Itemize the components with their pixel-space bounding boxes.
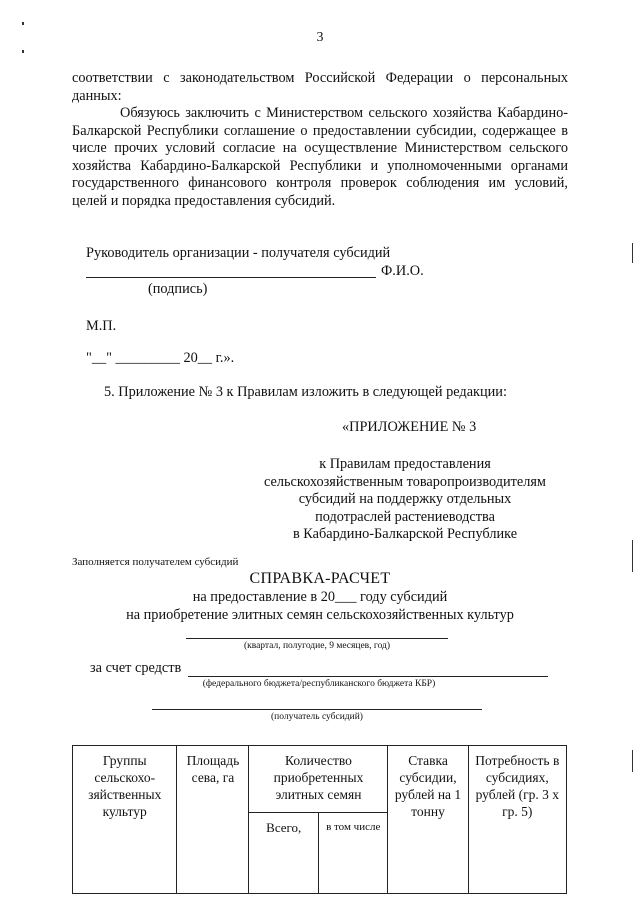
form-subtitle-1: на предоставление в 20___ году субсидий	[192, 589, 448, 605]
header-seed-quantity	[249, 746, 388, 894]
scan-edge-mark	[632, 243, 633, 263]
scan-mark	[22, 22, 24, 25]
header-subsidy-rate: Ставка субсидии, рублей на 1 тонну	[388, 746, 468, 894]
appendix-ref-line: сельскохозяйственным товаропроизводителям	[264, 473, 546, 490]
amendment-text: 5. Приложение № 3 к Правилам изложить в следующей редакции:	[104, 384, 507, 400]
appendix-title: «ПРИЛОЖЕНИЕ № 3	[342, 419, 477, 435]
subsidy-table	[72, 745, 567, 894]
header-sowing-area: Площадь сева, га	[177, 746, 249, 894]
scan-mark	[22, 50, 24, 53]
appendix-ref-line: подотраслей растениеводства	[315, 508, 495, 525]
scan-edge-mark	[632, 750, 633, 772]
scan-edge-mark	[632, 540, 633, 572]
header-seed-quantity-label: Количество приобретенных элитных семян	[273, 753, 364, 802]
appendix-reference	[230, 456, 580, 544]
funds-label: за счет средств	[90, 660, 182, 676]
recipient-caption: (получатель субсидий)	[271, 712, 363, 722]
recipient-line	[152, 709, 482, 710]
signature-caption: (подпись)	[148, 281, 208, 297]
consent-line-1: соответствии с законодательством Российской Федерации о персональных	[72, 70, 568, 86]
fio-label: Ф.И.О.	[381, 263, 424, 279]
head-of-organization-label: Руководитель организации - получателя субсидий	[86, 245, 391, 261]
signature-line	[86, 277, 376, 278]
appendix-ref-line: к Правилам предоставления	[319, 456, 491, 472]
form-subtitle-2: на приобретение элитных семян сельскохозяйственных культур	[126, 607, 514, 623]
document-title: СПРАВКА-РАСЧЕТ	[249, 570, 391, 587]
date-line: "__" _________ 20__ г.».	[86, 350, 235, 366]
appendix-ref-line: в Кабардино-Балкарской Республике	[292, 526, 518, 542]
period-line	[186, 638, 448, 639]
seed-quantity-subheader	[249, 812, 387, 893]
header-subsidy-need: Потребность в субсидиях, рублей (гр. 3 х гр. 5)	[468, 746, 566, 894]
stamp-label: М.П.	[86, 318, 117, 334]
header-crop-groups: Группы сельскохо-зяйственных культур	[73, 746, 177, 894]
appendix-ref-line: субсидий на поддержку отдельных	[298, 491, 512, 507]
period-caption: (квартал, полугодие, 9 месяцев, год)	[243, 641, 391, 651]
funds-line	[188, 676, 548, 677]
table-header-row	[73, 746, 567, 894]
subheader-including: в том числе	[326, 821, 381, 833]
funds-caption: (федерального бюджета/республиканского бюджета КБР)	[202, 679, 436, 689]
consent-line-2: данных:	[72, 87, 122, 104]
consent-paragraph	[72, 70, 568, 105]
obligation-paragraph: Обязуюсь заключить с Министерством сельского хозяйства Кабардино-Балкарской Республики соглашение о предоставлении субсидии, содержащее в числе прочих условий согласие на осуществление Министерством сельского хозяйства Кабардино-Балкарской Республики и уполномоченными органами государственного финансового контроля проверок соблюдения им условий, целей и порядка предоставления субсидий.	[72, 105, 568, 209]
page-number: 3	[316, 30, 324, 45]
filled-by-note: Заполняется получателем субсидий	[72, 556, 239, 568]
subheader-total: Всего,	[249, 813, 318, 893]
